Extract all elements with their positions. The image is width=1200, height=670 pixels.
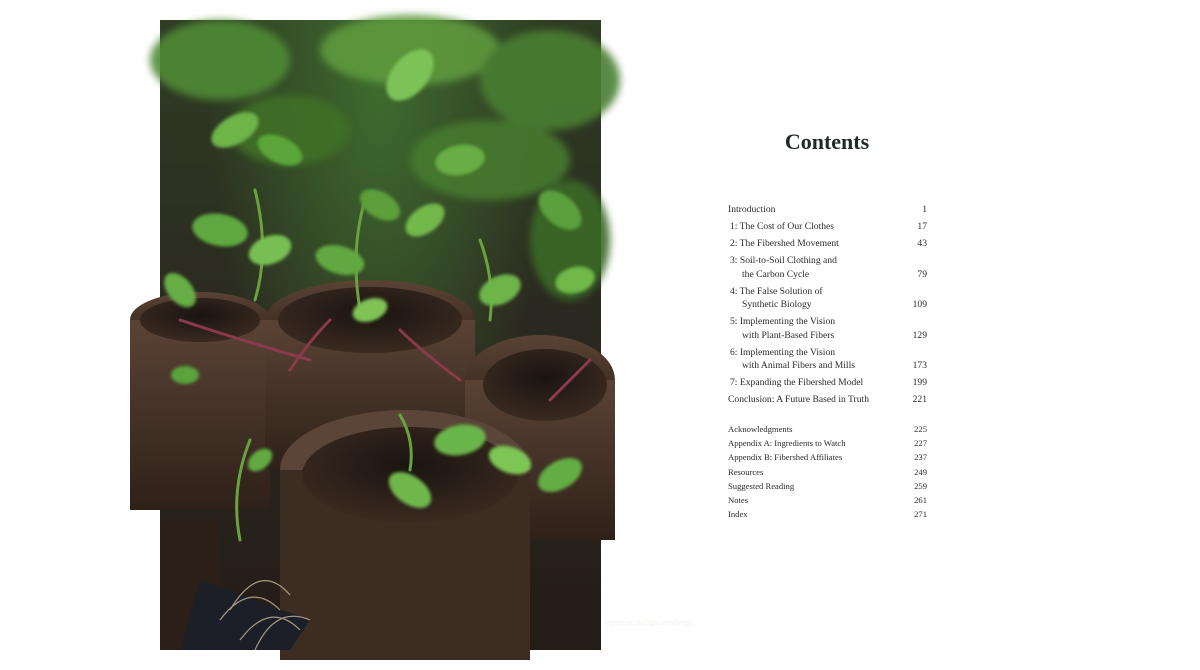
toc-entry[interactable]	[728, 254, 927, 281]
toc-back-matter	[728, 422, 927, 521]
back-matter-page: 259	[914, 480, 927, 491]
contents-title: Contents	[784, 129, 870, 154]
toc-entry-title: 1: The Cost of Our Clothes	[730, 220, 835, 232]
toc-entry-page: 129	[912, 329, 927, 341]
back-matter-page: 261	[914, 495, 927, 506]
back-matter-page: 225	[914, 424, 927, 434]
toc-entry-page: 109	[912, 299, 927, 311]
toc-entry-title: 2: The Fibershed Movement	[730, 237, 839, 249]
back-matter-title: Resources	[728, 466, 764, 477]
toc-entry-subtitle: Synthetic Biology	[742, 299, 812, 311]
toc-entry-title: Conclusion: A Future Based in Truth	[728, 394, 869, 406]
toc-entry[interactable]	[728, 376, 927, 390]
toc-entry-page: 43	[917, 237, 927, 249]
toc-entry-title: 4: The False Solution of	[730, 285, 823, 297]
toc-entry-page: 1	[922, 204, 927, 215]
toc-entry-page: 17	[917, 220, 927, 232]
back-matter-entry[interactable]	[728, 507, 927, 521]
toc-entry-page: 173	[912, 360, 927, 372]
photo-caption: Japanese indigo seedlings.	[603, 617, 696, 627]
seedlings-illustration	[160, 20, 601, 650]
toc-entry[interactable]	[728, 285, 927, 312]
back-matter-entry[interactable]	[728, 493, 927, 507]
toc-entry-page: 79	[917, 268, 927, 280]
back-matter-title: Notes	[728, 495, 749, 506]
toc-entry[interactable]	[728, 315, 927, 342]
toc-entry[interactable]	[728, 237, 927, 251]
back-matter-title: Suggested Reading	[728, 480, 795, 491]
back-matter-page: 271	[914, 509, 927, 520]
toc-entry-title: 3: Soil-to-Soil Clothing and	[730, 254, 837, 266]
back-matter-page: 237	[914, 452, 927, 463]
back-matter-page: 249	[914, 466, 927, 477]
toc-entry-subtitle: the Carbon Cycle	[742, 268, 810, 280]
toc-entry-title: 7: Expanding the Fibershed Model	[730, 377, 864, 389]
toc-entry[interactable]	[728, 203, 927, 217]
toc-entry[interactable]	[728, 220, 927, 234]
back-matter-title: Appendix A: Ingredients to Watch	[728, 438, 846, 449]
toc-entry[interactable]	[728, 346, 927, 373]
toc-entry-subtitle: with Plant-Based Fibers	[742, 329, 835, 341]
toc-entry-page: 199	[912, 377, 927, 389]
seedlings-photo	[160, 20, 696, 650]
back-matter-entry[interactable]	[728, 436, 927, 450]
back-matter-entry[interactable]	[728, 465, 927, 479]
toc-entry[interactable]	[728, 393, 927, 407]
back-matter-title: Index	[728, 509, 748, 520]
toc-entry-page: 221	[912, 394, 927, 406]
back-matter-title: Appendix B: Fibershed Affiliates	[728, 452, 843, 463]
back-matter-entry[interactable]	[728, 479, 927, 493]
toc-entry-title: 6: Implementing the Vision	[730, 346, 836, 358]
back-matter-entry[interactable]	[728, 422, 927, 436]
toc-entry-subtitle: with Animal Fibers and Mills	[742, 360, 855, 372]
back-matter-page: 227	[914, 438, 927, 449]
back-matter-entry[interactable]	[728, 450, 927, 464]
toc-entry-title: Introduction	[728, 204, 776, 215]
back-matter-title: Acknowledgments	[728, 424, 793, 434]
toc-entry-title: 5: Implementing the Vision	[730, 316, 836, 328]
toc-chapters	[728, 203, 927, 410]
